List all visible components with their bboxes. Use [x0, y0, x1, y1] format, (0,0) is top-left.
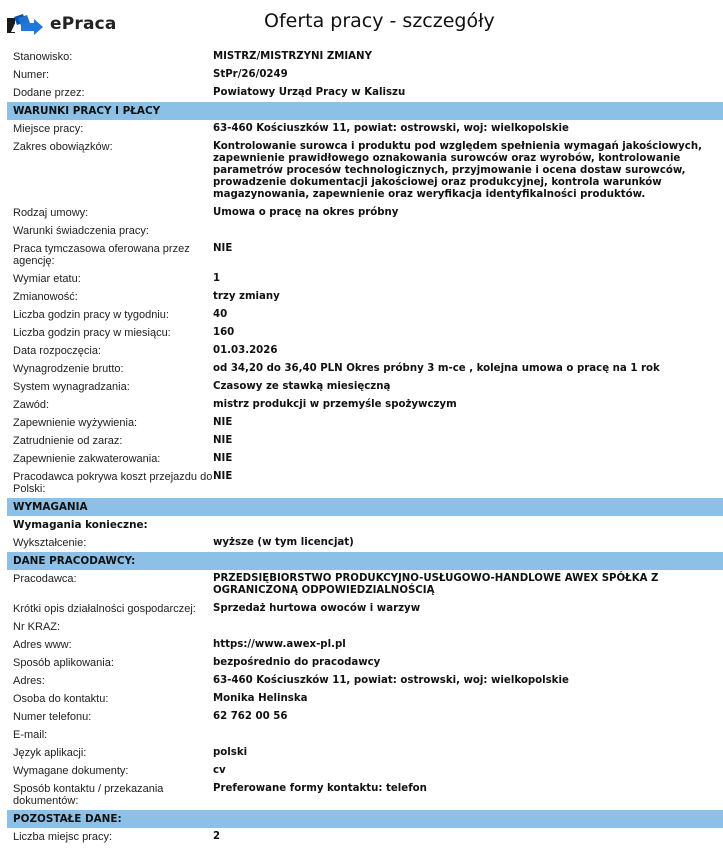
- field-value: [213, 729, 723, 741]
- field-value: Sprzedaż hurtowa owoców i warzyw: [213, 603, 421, 614]
- page-header: [0, 0, 723, 48]
- detail-row: [7, 534, 723, 552]
- field-label: Nr KRAZ:: [13, 621, 61, 633]
- detail-row: [7, 654, 723, 672]
- field-label: E-mail:: [13, 729, 48, 741]
- field-label: Numer:: [13, 69, 50, 81]
- section-pozostale: [7, 828, 723, 846]
- detail-row: [7, 342, 723, 360]
- offer-details: [7, 48, 723, 846]
- field-label: Zakres obowiązków:: [13, 141, 113, 153]
- field-value: Powiatowy Urząd Pracy w Kaliszu: [213, 87, 406, 98]
- field-value: 62 762 00 56: [213, 711, 288, 722]
- detail-row: [7, 780, 723, 810]
- field-value[interactable]: https://www.awex-pl.pl: [213, 639, 346, 650]
- field-label: Zapewnienie wyżywienia:: [13, 417, 138, 429]
- field-value: trzy zmiany: [213, 291, 280, 302]
- field-label: Zawód:: [13, 399, 50, 411]
- detail-row: [7, 600, 723, 618]
- field-value: polski: [213, 747, 248, 758]
- detail-row: [7, 468, 723, 498]
- detail-row: [7, 360, 723, 378]
- field-value: 1: [213, 273, 221, 284]
- detail-row: [7, 48, 723, 66]
- detail-row: [7, 288, 723, 306]
- field-value: NIE: [213, 417, 233, 428]
- field-value: Preferowane formy kontaktu: telefon: [213, 783, 427, 794]
- field-value: 2: [213, 831, 221, 842]
- detail-row: [7, 672, 723, 690]
- field-label: Warunki świadczenia pracy:: [13, 225, 149, 237]
- detail-row: [7, 708, 723, 726]
- field-label: Zapewnienie zakwaterowania:: [13, 453, 161, 465]
- section-header-warunki: WARUNKI PRACY I PŁACY: [7, 102, 723, 120]
- field-value: [213, 621, 723, 633]
- field-value: od 34,20 do 36,40 PLN Okres próbny 3 m-ce , kolejna umowa o pracę na 1 rok: [213, 363, 660, 374]
- detail-row: [7, 84, 723, 102]
- section-wymagania: [7, 534, 723, 552]
- field-value: 63-460 Kościuszków 11, powiat: ostrowski, woj: wielkopolskie: [213, 123, 569, 134]
- field-value: bezpośrednio do pracodawcy: [213, 657, 381, 668]
- field-label: Miejsce pracy:: [13, 123, 84, 135]
- field-value: [213, 225, 723, 237]
- field-value: 40: [213, 309, 228, 320]
- field-value: wyższe (w tym licencjat): [213, 537, 354, 548]
- field-label: Stanowisko:: [13, 51, 73, 63]
- field-label: Pracodawca:: [13, 573, 77, 585]
- epraca-logo-icon: [7, 13, 45, 35]
- field-label: Język aplikacji:: [13, 747, 87, 759]
- field-label: System wynagradzania:: [13, 381, 130, 393]
- epraca-logo[interactable]: [7, 13, 117, 35]
- detail-row: [7, 222, 723, 240]
- field-label: Wymiar etatu:: [13, 273, 81, 285]
- field-value: cv: [213, 765, 226, 776]
- field-value: Umowa o pracę na okres próbny: [213, 207, 399, 218]
- detail-row: [7, 66, 723, 84]
- logo-text: ePraca: [50, 14, 117, 34]
- detail-row: [7, 744, 723, 762]
- field-value: NIE: [213, 471, 233, 482]
- field-label: Zatrudnienie od zaraz:: [13, 435, 123, 447]
- page-title: Oferta pracy - szczegóły: [264, 10, 495, 32]
- field-value: 63-460 Kościuszków 11, powiat: ostrowski, woj: wielkopolskie: [213, 675, 569, 686]
- detail-row: [7, 270, 723, 288]
- field-value: MISTRZ/MISTRZYNI ZMIANY: [213, 51, 372, 62]
- field-label: Osoba do kontaktu:: [13, 693, 109, 705]
- section-header-wymagania: WYMAGANIA: [7, 498, 723, 516]
- detail-row: [7, 204, 723, 222]
- field-label: Liczba miejsc pracy:: [13, 831, 113, 843]
- field-value: PRZEDSIĘBIORSTWO PRODUKCYJNO-USŁUGOWO-HANDLOWE AWEX SPÓŁKA Z OGRANICZONĄ ODPOWIEDZIALNOŚCIĄ: [213, 573, 659, 596]
- section-warunki: [7, 120, 723, 498]
- field-label: Adres www:: [13, 639, 72, 651]
- field-label: Pracodawca pokrywa koszt przejazdu do Polski:: [13, 471, 213, 495]
- detail-row: [7, 378, 723, 396]
- detail-row: [7, 690, 723, 708]
- field-label: Wynagrodzenie brutto:: [13, 363, 124, 375]
- detail-row: [7, 450, 723, 468]
- field-value: NIE: [213, 453, 233, 464]
- offer-summary: [7, 48, 723, 102]
- field-label: Sposób aplikowania:: [13, 657, 114, 669]
- field-label: Sposób kontaktu / przekazania dokumentów:: [13, 783, 164, 807]
- section-pracodawca: [7, 570, 723, 810]
- detail-row: [7, 306, 723, 324]
- field-label: Adres:: [13, 675, 45, 687]
- detail-row: [7, 432, 723, 450]
- subheading-wymagania-konieczne: Wymagania konieczne:: [13, 519, 148, 531]
- field-label: Data rozpoczęcia:: [13, 345, 102, 357]
- field-value: NIE: [213, 435, 233, 446]
- detail-row: [7, 120, 723, 138]
- section-header-pracodawca: DANE PRACODAWCY:: [7, 552, 723, 570]
- field-label: Liczba godzin pracy w miesiącu:: [13, 327, 171, 339]
- field-label: Krótki opis działalności gospodarczej:: [13, 603, 196, 615]
- detail-row: [7, 414, 723, 432]
- field-value: Czasowy ze stawką miesięczną: [213, 381, 391, 392]
- detail-row: [7, 240, 723, 270]
- field-label: Zmianowość:: [13, 291, 78, 303]
- detail-row: [7, 726, 723, 744]
- detail-row: [7, 570, 723, 600]
- field-label: Wykształcenie:: [13, 537, 87, 549]
- field-label: Dodane przez:: [13, 87, 85, 99]
- detail-row: [7, 762, 723, 780]
- field-label: Liczba godzin pracy w tygodniu:: [13, 309, 169, 321]
- field-value: Monika Helinska: [213, 693, 308, 704]
- field-value: NIE: [213, 243, 233, 254]
- detail-row: [7, 396, 723, 414]
- detail-row: [7, 618, 723, 636]
- field-value: StPr/26/0249: [213, 69, 288, 80]
- field-label: Rodzaj umowy:: [13, 207, 89, 219]
- detail-row: [7, 828, 723, 846]
- detail-row: [7, 324, 723, 342]
- field-value: Kontrolowanie surowca i produktu pod względem spełnienia wymagań jakościowych, zapewnienie prawidłowego oznakowania surowców oraz wyrobów, kontrolowanie parametrów procesów technologicznych, przyjmowanie i ocena dostaw surowców, prowadzenie dokumentacji jakościowej oraz produkcyjnej, kontrola warunków magazynowania, zapewnienie oraz weryfikacja identyfikalności produktów.: [213, 141, 702, 200]
- field-label: Numer telefonu:: [13, 711, 92, 723]
- section-header-pozostale: POZOSTAŁE DANE:: [7, 810, 723, 828]
- field-label: Praca tymczasowa oferowana przez agencję:: [13, 243, 190, 267]
- field-value: 01.03.2026: [213, 345, 278, 356]
- field-value: mistrz produkcji w przemyśle spożywczym: [213, 399, 457, 410]
- field-value: 160: [213, 327, 235, 338]
- detail-row: [7, 636, 723, 654]
- detail-row: [7, 138, 723, 204]
- field-label: Wymagane dokumenty:: [13, 765, 129, 777]
